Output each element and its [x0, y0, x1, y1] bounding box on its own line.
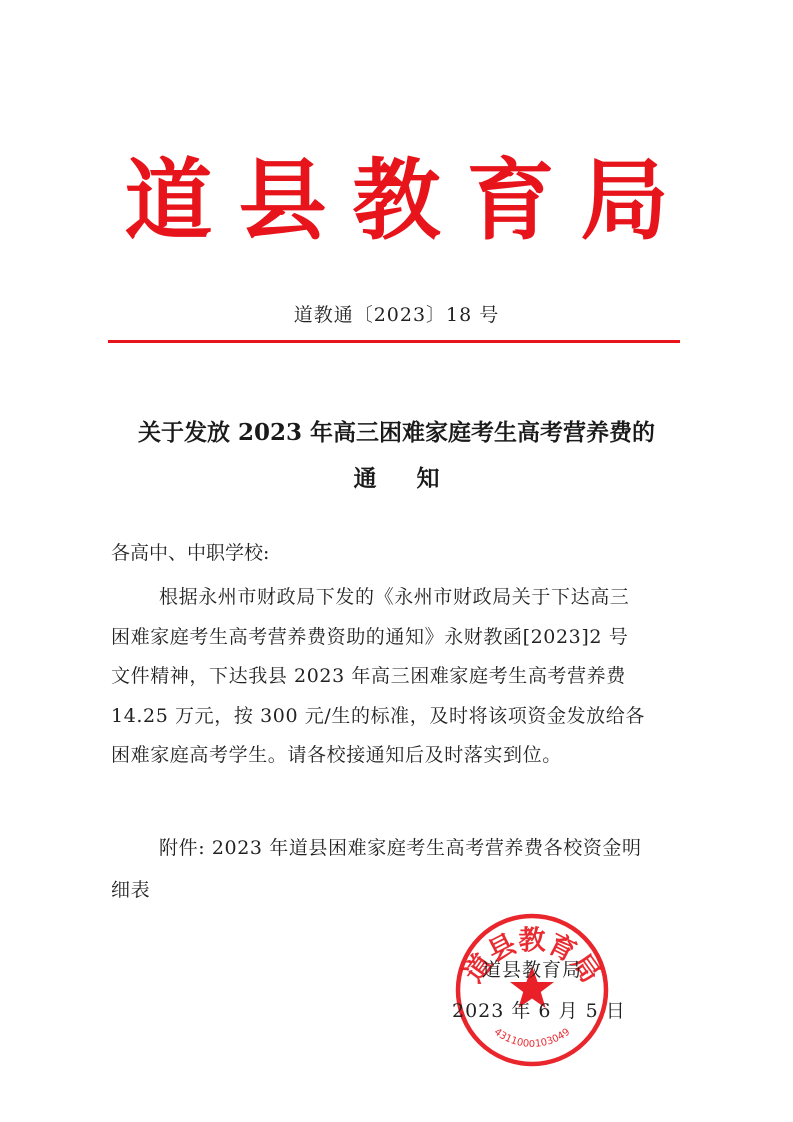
- body-line: 困难家庭高考学生。请各校接通知后及时落实到位。: [111, 744, 562, 766]
- signer-name: 道县教育局: [482, 959, 583, 981]
- attachment-line: 附件: 2023 年道县困难家庭考生高考营养费各校资金明: [159, 837, 642, 859]
- body-line: 困难家庭考生高考营养费资助的通知》永财教函[2023]2 号: [111, 625, 629, 648]
- red-divider-line: [108, 340, 680, 343]
- body-line: 文件精神，下达我县 2023 年高三困难家庭考生高考营养费: [111, 665, 626, 687]
- svg-text:4311000103049: [492, 1027, 572, 1050]
- body-paragraph: [111, 578, 686, 776]
- official-seal-stamp: [452, 910, 612, 1070]
- attachment-line: 细表: [111, 879, 151, 901]
- issuer-header-title: 道县教育局: [124, 148, 695, 252]
- body-line: 根据永州市财政局下发的《永州市财政局关于下达高三: [159, 586, 630, 608]
- document-title-line-1: 关于发放 2023 年高三困难家庭考生高考营养费的: [137, 419, 656, 446]
- attachment-note: [111, 827, 686, 911]
- document-title: [0, 410, 793, 502]
- salutation: 各高中、中职学校:: [111, 542, 270, 564]
- document-title-line-2: 通知: [353, 465, 480, 492]
- body-line: 14.25 万元，按 300 元/生的标准，及时将该项资金发放给各: [111, 704, 645, 727]
- document-number: 道教通〔2023〕18 号: [293, 304, 500, 326]
- seal-code-text: 4311000103049: [491, 1026, 573, 1050]
- signature-date: 2023 年 6 月 5 日: [452, 1000, 626, 1022]
- seal-top-text: 道县教育局: [458, 925, 606, 989]
